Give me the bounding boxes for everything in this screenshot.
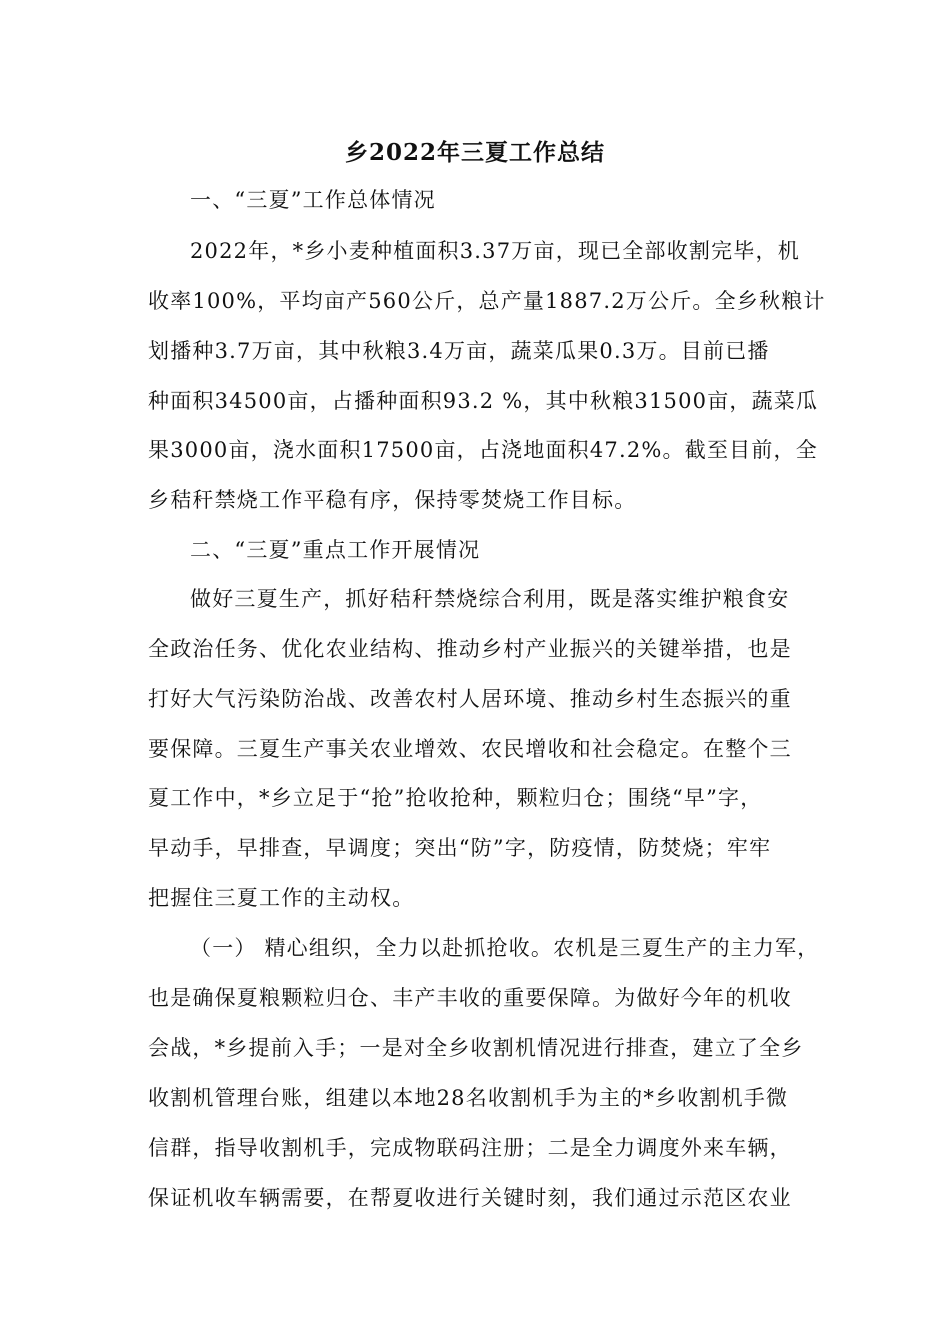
section-heading-1: 一、“三夏”工作总体情况 xyxy=(190,188,436,212)
paragraph-line: 把握住三夏工作的主动权。 xyxy=(148,886,415,910)
paragraph-line: 保证机收车辆需要，在帮夏收进行关键时刻，我们通过示范区农业 xyxy=(148,1186,792,1210)
paragraph-line: 全政治任务、优化农业结构、推动乡村产业振兴的关键举措，也是 xyxy=(148,637,792,661)
paragraph-line: 种面积34500亩，占播种面积93.2 %，其中秋粮31500亩，蔬菜瓜 xyxy=(148,389,819,413)
paragraph-line: 收率100%，平均亩产560公斤，总产量1887.2万公斤。全乡秋粮计 xyxy=(148,289,826,313)
document-title: 乡2022年三夏工作总结 xyxy=(344,139,605,166)
paragraph-line: 会战，*乡提前入手；一是对全乡收割机情况进行排查，建立了全乡 xyxy=(148,1036,804,1060)
paragraph-line: 要保障。三夏生产事关农业增效、农民增收和社会稳定。在整个三 xyxy=(148,737,792,761)
paragraph-line: 乡秸秆禁烧工作平稳有序，保持零焚烧工作目标。 xyxy=(148,488,637,512)
subsection-line: （一） 精心组织，全力以赴抓抢收。农机是三夏生产的主力军， xyxy=(190,936,820,960)
paragraph-line: 早动手，早排查，早调度；突出“防”字，防疫情，防焚烧；牢牢 xyxy=(148,836,772,860)
paragraph-line: 划播种3.7万亩，其中秋粮3.4万亩，蔬菜瓜果0.3万。目前已播 xyxy=(148,339,770,363)
paragraph-line: 做好三夏生产，抓好秸秆禁烧综合利用，既是落实维护粮食安 xyxy=(190,587,790,611)
paragraph-line: 信群，指导收割机手，完成物联码注册；二是全力调度外来车辆， xyxy=(148,1136,792,1160)
paragraph-line: 打好大气污染防治战、改善农村人居环境、推动乡村生态振兴的重 xyxy=(148,687,792,711)
paragraph-line: 收割机管理台账，组建以本地28名收割机手为主的*乡收割机手微 xyxy=(148,1086,789,1110)
paragraph-line: 夏工作中，*乡立足于“抢”抢收抢种，颗粒归仓；围绕“早”字， xyxy=(148,786,763,810)
section-heading-2: 二、“三夏”重点工作开展情况 xyxy=(190,538,481,562)
paragraph-line: 果3000亩，浇水面积17500亩，占浇地面积47.2%。截至目前，全 xyxy=(148,438,818,462)
paragraph-line: 2022年，*乡小麦种植面积3.37万亩，现已全部收割完毕，机 xyxy=(190,239,800,263)
paragraph-line: 也是确保夏粮颗粒归仓、丰产丰收的重要保障。为做好今年的机收 xyxy=(148,986,792,1010)
